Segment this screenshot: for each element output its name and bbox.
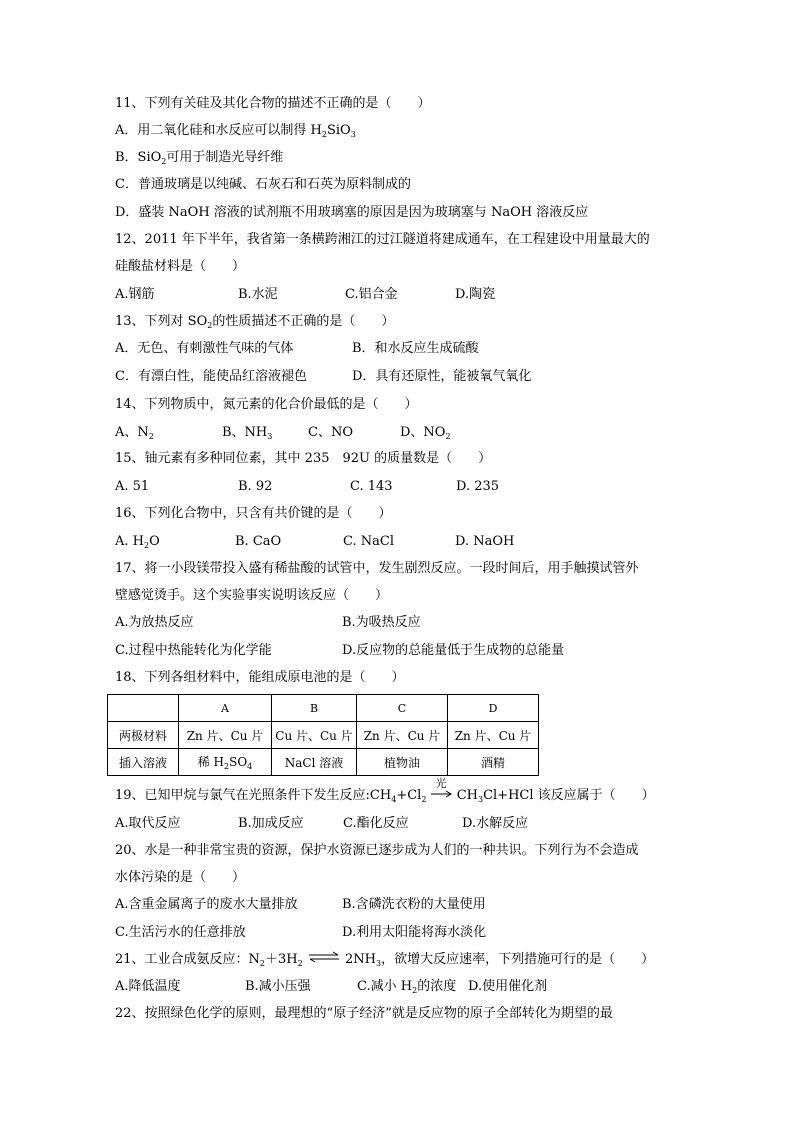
- table-cell: NaCl 溶液: [272, 749, 357, 776]
- q11-option-b: B．SiO$_2$可用于制造光导纤维: [115, 150, 284, 166]
- q17-stem-line1: 17、将一小段镁带投入盛有稀盐酸的试管中，发生剧烈反应。一段时间后，用手触摸试管外: [115, 561, 639, 576]
- q13-stem: 13、下列对 $SO_2$的性质描述不正确的是（ ）: [115, 314, 395, 330]
- q19-option-c: C.酯化反应: [343, 816, 409, 831]
- q20-stem-line1: 20、水是一种非常宝贵的资源，保护水资源已逐步成为人们的一种共识。下列行为不会造成: [115, 843, 639, 858]
- q17-stem-line2: 壁感觉烫手。这个实验事实说明该反应（ ）: [115, 588, 389, 603]
- table-cell: Cu 片、Cu 片: [272, 722, 357, 749]
- q15-option-d: D. 235: [456, 479, 500, 494]
- q17-option-a: A.为放热反应: [115, 615, 194, 630]
- equilibrium-arrow-icon: [307, 951, 341, 964]
- q19-option-a: A.取代反应: [115, 816, 181, 831]
- q19-option-d: D.水解反应: [462, 816, 529, 831]
- table-cell: 插入溶液: [108, 749, 179, 776]
- q16-option-a: A. $H_2O$: [115, 534, 160, 550]
- q12-option-b: B.水泥: [238, 287, 278, 302]
- table-cell: Zn 片、Cu 片: [179, 722, 272, 749]
- q13-option-a: A．无色、有刺激性气味的气体: [115, 341, 294, 356]
- table-row: [108, 722, 539, 749]
- q11-option-d: D．盛装 NaOH 溶液的试剂瓶不用玻璃塞的原因是因为玻璃塞与 NaOH 溶液反应: [115, 205, 589, 220]
- table-header-cell: B: [272, 695, 357, 722]
- q15-option-c: C. 143: [350, 479, 393, 494]
- table-cell: Zn 片、Cu 片: [357, 722, 448, 749]
- table-row: [108, 695, 539, 722]
- q21-option-d: D.使用催化剂: [468, 979, 548, 994]
- q12-stem-line1: 12、2011 年下半年，我省第一条横跨湘江的过江隧道将建成通车，在工程建设中用量最大的: [115, 232, 650, 247]
- table-cell: 两极材料: [108, 722, 179, 749]
- q19-option-b: B.加成反应: [238, 816, 304, 831]
- q14-option-b: B、$NH_3$: [222, 425, 273, 441]
- q20-stem-line2: 水体污染的是（ ）: [115, 870, 246, 885]
- table-header-cell: C: [357, 695, 448, 722]
- q14-stem: 14、下列物质中，氮元素的化合价最低的是（ ）: [115, 397, 418, 412]
- q13-option-b: B．和水反应生成硫酸: [352, 341, 479, 356]
- q14-option-a: A、$N_2$: [115, 425, 154, 441]
- q14-option-c: C、NO: [308, 425, 353, 440]
- table-header-cell: [108, 695, 179, 722]
- q12-stem-line2: 硅酸盐材料是（ ）: [115, 259, 246, 274]
- table-row: [108, 749, 539, 776]
- q11-option-a: A．用二氧化硅和水反应可以制得 $H_2SiO_3$: [115, 123, 356, 139]
- q21-option-a: A.降低温度: [115, 979, 181, 994]
- table-cell: 酒精: [448, 749, 539, 776]
- table-cell: Zn 片、Cu 片: [448, 722, 539, 749]
- q15-option-a: A. 51: [115, 479, 150, 494]
- q19-stem: 19、已知甲烷与氯气在光照条件下发生反应$:CH_4+Cl_2$ 光 $CH_3Cl+HCl$ 该反应属于（ ）: [115, 777, 655, 804]
- q16-option-c: C. NaCl: [343, 534, 394, 549]
- q16-option-b: B. CaO: [235, 534, 282, 549]
- q12-option-c: C.铝合金: [345, 287, 398, 302]
- table-cell: 植物油: [357, 749, 448, 776]
- q14-option-d: D、$NO_2$: [400, 425, 451, 441]
- table-header-cell: A: [179, 695, 272, 722]
- q21-stem: 21、工业合成氨反应：$N_2+3H_2$ $2NH_3$，欲增大反应速率，下列措施可行的是（ ）: [115, 952, 655, 968]
- q11-option-c: C．普通玻璃是以纯碱、石灰石和石英为原料制成的: [115, 177, 411, 192]
- q12-option-a: A.钢筋: [115, 287, 155, 302]
- q17-option-d: D.反应物的总能量低于生成物的总能量: [342, 643, 565, 658]
- q20-option-b: B.含磷洗衣粉的大量使用: [342, 897, 486, 912]
- q17-option-b: B.为吸热反应: [342, 615, 421, 630]
- q11-stem: 11、下列有关硅及其化合物的描述不正确的是（ ）: [115, 96, 431, 111]
- q16-stem: 16、下列化合物中，只含有共价键的是（ ）: [115, 506, 392, 521]
- table-header-cell: D: [448, 695, 539, 722]
- q22-stem: 22、按照绿色化学的原则，最理想的“原子经济”就是反应物的原子全部转化为期望的最: [115, 1006, 613, 1021]
- q21-option-b: B.减小压强: [245, 979, 311, 994]
- q17-option-c: C.过程中热能转化为化学能: [115, 643, 272, 658]
- table-cell: 稀 $H_2SO_4$: [179, 749, 272, 776]
- q18-stem: 18、下列各组材料中，能组成原电池的是（ ）: [115, 670, 405, 685]
- q13-option-c: C．有漂白性，能使品红溶液褪色: [115, 369, 307, 384]
- q16-option-d: D. NaOH: [455, 534, 515, 549]
- q20-option-d: D.利用太阳能将海水淡化: [342, 925, 487, 940]
- q13-option-d: D．具有还原性，能被氧气氧化: [352, 369, 532, 384]
- q15-stem: 15、铀元素有多种同位素，其中 235 92U 的质量数是（ ）: [115, 451, 492, 466]
- reaction-arrow-icon: 光: [431, 787, 453, 800]
- q20-option-c: C.生活污水的任意排放: [115, 925, 246, 940]
- q12-option-d: D.陶瓷: [455, 287, 496, 302]
- q18-materials-table: [107, 694, 539, 776]
- q15-option-b: B. 92: [238, 479, 273, 494]
- q20-option-a: A.含重金属离子的废水大量排放: [115, 897, 298, 912]
- q21-option-c: C.减小 $H_2$的浓度: [357, 979, 457, 995]
